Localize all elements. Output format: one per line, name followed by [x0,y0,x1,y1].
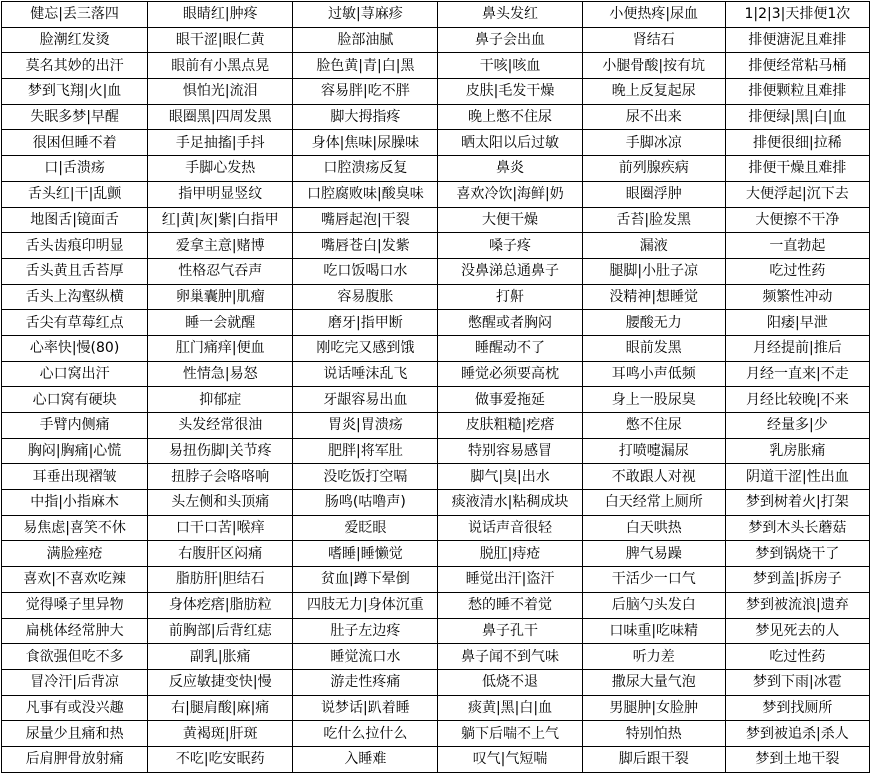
table-cell: 口味重|吃味精 [582,618,725,644]
table-cell: 阴道干涩|性出血 [725,464,869,490]
table-cell: 易扭伤脚|关节疼 [148,438,293,464]
table-cell: 排便溏泥且难排 [725,27,869,53]
table-cell: 后脑勺头发白 [582,592,725,618]
table-cell: 做事爱拖延 [438,387,582,413]
table-row [2,258,870,284]
table-cell: 游走性疼痛 [293,669,438,695]
table-cell: 腰酸无力 [582,310,725,336]
table-row [2,130,870,156]
table-cell: 身体|焦味|尿臊味 [293,130,438,156]
table-cell: 脚气|臭|出水 [438,464,582,490]
table-cell: 眼前发黑 [582,335,725,361]
table-cell: 口干口苦|喉痒 [148,515,293,541]
table-cell: 大便干燥 [438,207,582,233]
table-cell: 四肢无力|身体沉重 [293,592,438,618]
table-cell: 小便热疼|尿血 [582,2,725,28]
table-cell: 嘴唇苍白|发紫 [293,233,438,259]
table-cell: 梦到下雨|冰雹 [725,669,869,695]
table-cell: 吃过性药 [725,644,869,670]
table-row [2,618,870,644]
table-cell: 大便浮起|沉下去 [725,181,869,207]
table-cell: 脾气易躁 [582,541,725,567]
table-cell: 脚大拇指疼 [293,104,438,130]
table-cell: 肾结石 [582,27,725,53]
table-row [2,515,870,541]
table-cell: 扁桃体经常肿大 [2,618,148,644]
table-cell: 凡事有或没兴趣 [2,695,148,721]
table-cell: 鼻炎 [438,156,582,182]
table-cell: 舌头黄且舌苔厚 [2,258,148,284]
table-cell: 爱眨眼 [293,515,438,541]
table-cell: 干咳|咳血 [438,53,582,79]
table-cell: 舌头齿痕印明显 [2,233,148,259]
table-cell: 手足抽搐|手抖 [148,130,293,156]
table-cell: 眼圈浮肿 [582,181,725,207]
table-cell: 干活少一口气 [582,567,725,593]
table-cell: 月经提前|推后 [725,335,869,361]
table-row [2,181,870,207]
table-cell: 胸闷|胸痛|心慌 [2,438,148,464]
table-row [2,669,870,695]
table-cell: 皮肤|毛发干燥 [438,79,582,105]
table-row [2,567,870,593]
table-cell: 排便颗粒且难排 [725,79,869,105]
table-cell: 右腹肝区闷痛 [148,541,293,567]
table-cell: 扭脖子会咯咯响 [148,464,293,490]
table-row [2,695,870,721]
table-cell: 脂肪肝|胆结石 [148,567,293,593]
table-cell: 晒太阳以后过敏 [438,130,582,156]
table-cell: 莫名其妙的出汗 [2,53,148,79]
table-cell: 很困但睡不着 [2,130,148,156]
table-cell: 说话声音很轻 [438,515,582,541]
table-cell: 排便干燥且难排 [725,156,869,182]
table-cell: 吃口饭喝口水 [293,258,438,284]
table-cell: 耳垂出现褶皱 [2,464,148,490]
table-cell: 低烧不退 [438,669,582,695]
table-cell: 磨牙|指甲断 [293,310,438,336]
table-cell: 红|黄|灰|紫|白指甲 [148,207,293,233]
table-cell: 晚上憋不住尿 [438,104,582,130]
table-row [2,284,870,310]
table-row [2,541,870,567]
table-cell: 食欲强但吃不多 [2,644,148,670]
table-cell: 易焦虑|喜笑不休 [2,515,148,541]
table-cell: 腿脚|小肚子凉 [582,258,725,284]
table-cell: 口腔溃疡反复 [293,156,438,182]
table-cell: 胃炎|胃溃疡 [293,413,438,439]
table-cell: 中指|小指麻木 [2,490,148,516]
table-cell: 特别怕热 [582,721,725,747]
table-row [2,104,870,130]
table-cell: 肠鸣(咕噜声) [293,490,438,516]
table-cell: 男腿肿|女脸肿 [582,695,725,721]
table-cell: 身体疙瘩|脂肪粒 [148,592,293,618]
table-cell: 觉得嗓子里异物 [2,592,148,618]
table-cell: 吃过性药 [725,258,869,284]
table-cell: 睡一会就醒 [148,310,293,336]
table-cell: 刚吃完又感到饿 [293,335,438,361]
table-row [2,335,870,361]
table-cell: 没吃饭打空嗝 [293,464,438,490]
table-cell: 大便擦不干净 [725,207,869,233]
table-cell: 脸潮红发烫 [2,27,148,53]
table-cell: 尿不出来 [582,104,725,130]
table-cell: 肛门痛痒|便血 [148,335,293,361]
table-cell: 抑郁症 [148,387,293,413]
table-cell: 冒冷汗|后背凉 [2,669,148,695]
table-cell: 没精神|想睡觉 [582,284,725,310]
table-cell: 容易腹胀 [293,284,438,310]
table-cell: 脱肛|痔疮 [438,541,582,567]
table-cell: 阳痿|早泄 [725,310,869,336]
table-cell: 爱拿主意|赌博 [148,233,293,259]
table-cell: 性情急|易怒 [148,361,293,387]
table-cell: 梦到飞翔|火|血 [2,79,148,105]
table-cell: 皮肤粗糙|疙瘩 [438,413,582,439]
table-cell: 梦到木头长蘑菇 [725,515,869,541]
table-cell: 容易胖|吃不胖 [293,79,438,105]
table-cell: 健忘|丢三落四 [2,2,148,28]
table-cell: 憋不住尿 [582,413,725,439]
table-cell: 惧怕光|流泪 [148,79,293,105]
table-row [2,2,870,28]
table-cell: 叹气|气短喘 [438,746,582,772]
table-cell: 特别容易感冒 [438,438,582,464]
table-cell: 不吃|吃安眠药 [148,746,293,772]
table-row [2,413,870,439]
table-cell: 口腔腐败味|酸臭味 [293,181,438,207]
symptom-table [1,1,870,773]
table-cell: 副乳|胀痛 [148,644,293,670]
table-cell: 听力差 [582,644,725,670]
table-cell: 身上一股尿臭 [582,387,725,413]
table-cell: 眼睛红|肿疼 [148,2,293,28]
table-cell: 口|舌溃疡 [2,156,148,182]
table-cell: 嘴唇起泡|干裂 [293,207,438,233]
table-cell: 头左侧和头顶痛 [148,490,293,516]
table-cell: 鼻子会出血 [438,27,582,53]
table-cell: 梦到土地干裂 [725,746,869,772]
table-cell: 白天哄热 [582,515,725,541]
table-cell: 脚后跟干裂 [582,746,725,772]
table-cell: 经量多|少 [725,413,869,439]
table-row [2,387,870,413]
table-cell: 白天经常上厕所 [582,490,725,516]
table-cell: 晚上反复起尿 [582,79,725,105]
table-cell: 梦到被流浪|遗弃 [725,592,869,618]
table-cell: 嗜睡|睡懒觉 [293,541,438,567]
table-cell: 打喷嚏漏尿 [582,438,725,464]
table-cell: 梦到被追杀|杀人 [725,721,869,747]
table-cell: 喜欢|不喜欢吃辣 [2,567,148,593]
table-cell: 睡觉流口水 [293,644,438,670]
table-cell: 贫血|蹲下晕倒 [293,567,438,593]
table-cell: 月经一直来|不走 [725,361,869,387]
table-cell: 牙龈容易出血 [293,387,438,413]
table-cell: 说话唾沫乱飞 [293,361,438,387]
table-cell: 鼻子闻不到气味 [438,644,582,670]
table-cell: 头发经常很油 [148,413,293,439]
table-cell: 嗓子疼 [438,233,582,259]
table-row [2,27,870,53]
table-cell: 眼圈黑|四周发黑 [148,104,293,130]
table-row [2,361,870,387]
table-cell: 梦到盖|拆房子 [725,567,869,593]
table-cell: 1|2|3|天排便1次 [725,2,869,28]
table-cell: 排便经常粘马桶 [725,53,869,79]
table-cell: 入睡难 [293,746,438,772]
table-row [2,644,870,670]
table-cell: 梦到树着火|打架 [725,490,869,516]
table-cell: 肥胖|将军肚 [293,438,438,464]
table-row [2,207,870,233]
table-cell: 躺下后喘不上气 [438,721,582,747]
table-row [2,592,870,618]
table-row [2,79,870,105]
table-cell: 不敢跟人对视 [582,464,725,490]
table-cell: 愁的睡不着觉 [438,592,582,618]
table-cell: 过敏|荨麻疹 [293,2,438,28]
table-cell: 撒尿大量气泡 [582,669,725,695]
table-cell: 舌尖有草莓红点 [2,310,148,336]
table-cell: 舌苔|脸发黑 [582,207,725,233]
table-cell: 指甲明显竖纹 [148,181,293,207]
table-cell: 一直勃起 [725,233,869,259]
table-cell: 小腿骨酸|按有坑 [582,53,725,79]
table-cell: 痰黄|黑|白|血 [438,695,582,721]
table-cell: 耳鸣小声低频 [582,361,725,387]
table-cell: 眼前有小黑点晃 [148,53,293,79]
table-cell: 右|腿肩酸|麻|痛 [148,695,293,721]
table-cell: 睡觉必须要高枕 [438,361,582,387]
table-row [2,310,870,336]
table-cell: 失眠多梦|早醒 [2,104,148,130]
table-cell: 喜欢冷饮|海鲜|奶 [438,181,582,207]
table-cell: 尿量少且痛和热 [2,721,148,747]
table-cell: 梦到锅烧干了 [725,541,869,567]
table-row [2,233,870,259]
table-cell: 梦到找厕所 [725,695,869,721]
table-cell: 后肩胛骨放射痛 [2,746,148,772]
table-row [2,438,870,464]
table-cell: 憋醒或者胸闷 [438,310,582,336]
table-cell: 打鼾 [438,284,582,310]
table-cell: 鼻头发红 [438,2,582,28]
table-cell: 脸部油腻 [293,27,438,53]
table-cell: 脸色黄|青|白|黑 [293,53,438,79]
table-cell: 前列腺疾病 [582,156,725,182]
table-cell: 满脸痤疮 [2,541,148,567]
table-cell: 排便很细|拉稀 [725,130,869,156]
table-cell: 黄褐斑|肝斑 [148,721,293,747]
table-cell: 舌头红|干|乱颤 [2,181,148,207]
table-cell: 频繁性冲动 [725,284,869,310]
table-cell: 乳房胀痛 [725,438,869,464]
table-cell: 鼻子孔干 [438,618,582,644]
table-cell: 睡醒动不了 [438,335,582,361]
table-cell: 地图舌|镜面舌 [2,207,148,233]
table-cell: 卵巢囊肿|肌瘤 [148,284,293,310]
table-cell: 心口窝有硬块 [2,387,148,413]
table-cell: 说梦话|趴着睡 [293,695,438,721]
table-cell: 前胸部|后背红痣 [148,618,293,644]
table-row [2,746,870,772]
table-cell: 吃什么拉什么 [293,721,438,747]
table-cell: 手臂内侧痛 [2,413,148,439]
table-row [2,464,870,490]
table-cell: 痰液清水|粘稠成块 [438,490,582,516]
table-cell: 睡觉出汗|盗汗 [438,567,582,593]
table-cell: 漏液 [582,233,725,259]
table-cell: 心率快|慢(80) [2,335,148,361]
table-cell: 性格忍气吞声 [148,258,293,284]
table-row [2,490,870,516]
table-row [2,53,870,79]
table-cell: 反应敏捷变快|慢 [148,669,293,695]
table-cell: 手脚冰凉 [582,130,725,156]
table-cell: 手脚心发热 [148,156,293,182]
table-cell: 舌头上沟壑纵横 [2,284,148,310]
table-cell: 梦见死去的人 [725,618,869,644]
table-cell: 没鼻涕总通鼻子 [438,258,582,284]
table-cell: 月经比较晚|不来 [725,387,869,413]
table-cell: 排便绿|黑|白|血 [725,104,869,130]
table-cell: 眼干涩|眼仁黄 [148,27,293,53]
table-row [2,721,870,747]
table-row [2,156,870,182]
symptom-table-body [2,2,870,773]
table-cell: 心口窝出汗 [2,361,148,387]
table-cell: 肚子左边疼 [293,618,438,644]
